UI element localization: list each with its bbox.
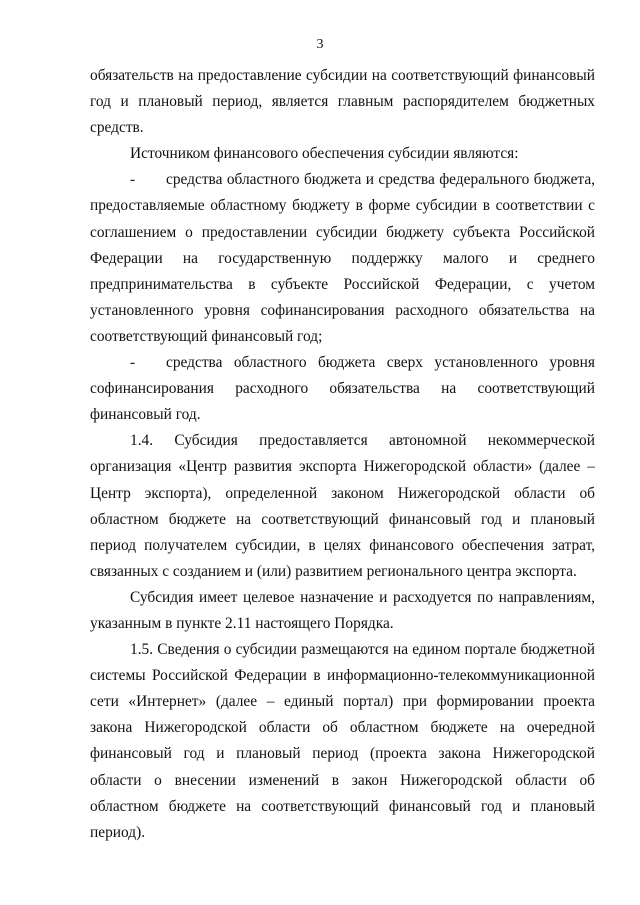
list-dash: - [130, 354, 136, 372]
paragraph-funding-sources: Источником финансового обеспечения субсидии являются: [130, 145, 519, 163]
paragraph-1-5: 1.5. Сведения о субсидии размещаются на едином портале бюджетной системы Российской Федерации в информационно-телекоммуникационной сети «Интернет» (далее – единый портал) при формировании проекта закона Нижегородской области об областном бюджете на очередной финансовый год и плановый период (проекта закона Нижегородской области о внесении изменений в закон Нижегородской области об областном бюджете на соответствующий финансовый год и плановый период). [90, 641, 595, 841]
paragraph-1-4: 1.4. Субсидия предоставляется автономной некоммерческой организация «Центр развития экспорта Нижегородской области» (далее – Центр экспорта), определенной законом Нижегородской области об областном бюджете на соответствующий финансовый год и плановый период получателем субсидии, в целях финансового обеспечения затрат, связанных с созданием и (или) развитием регионального центра экспорта. [90, 432, 595, 580]
list-dash: - [130, 171, 136, 189]
list-item-text: средства областного бюджета сверх установленного уровня софинансирования расходного обязательства на соответствующий финансовый год. [90, 354, 595, 424]
list-item-regional-funds [90, 350, 595, 428]
page-number: 3 [316, 37, 324, 52]
paragraph-continuation: обязательств на предоставление субсидии на соответствующий финансовый год и плановый период, является главным распорядителем бюджетных средств. [90, 67, 595, 137]
paragraph-purpose: Субсидия имеет целевое назначение и расходуется по направлениям, указанным в пункте 2.11 настоящего Порядка. [90, 588, 595, 632]
list-item-federal-funds [90, 167, 595, 350]
list-item-text: средства областного бюджета и средства федерального бюджета, предоставляемые областному бюджету в форме субсидии в соответствии с соглашением о предоставлении субсидии бюджету субъекта Российской Федерации на государственную поддержку малого и среднего предпринимательства в субъекте Российской Федерации, с учетом установленного уровня софинансирования расходного обязательства на соответствующий финансовый год; [90, 171, 595, 345]
document-body [90, 63, 595, 846]
